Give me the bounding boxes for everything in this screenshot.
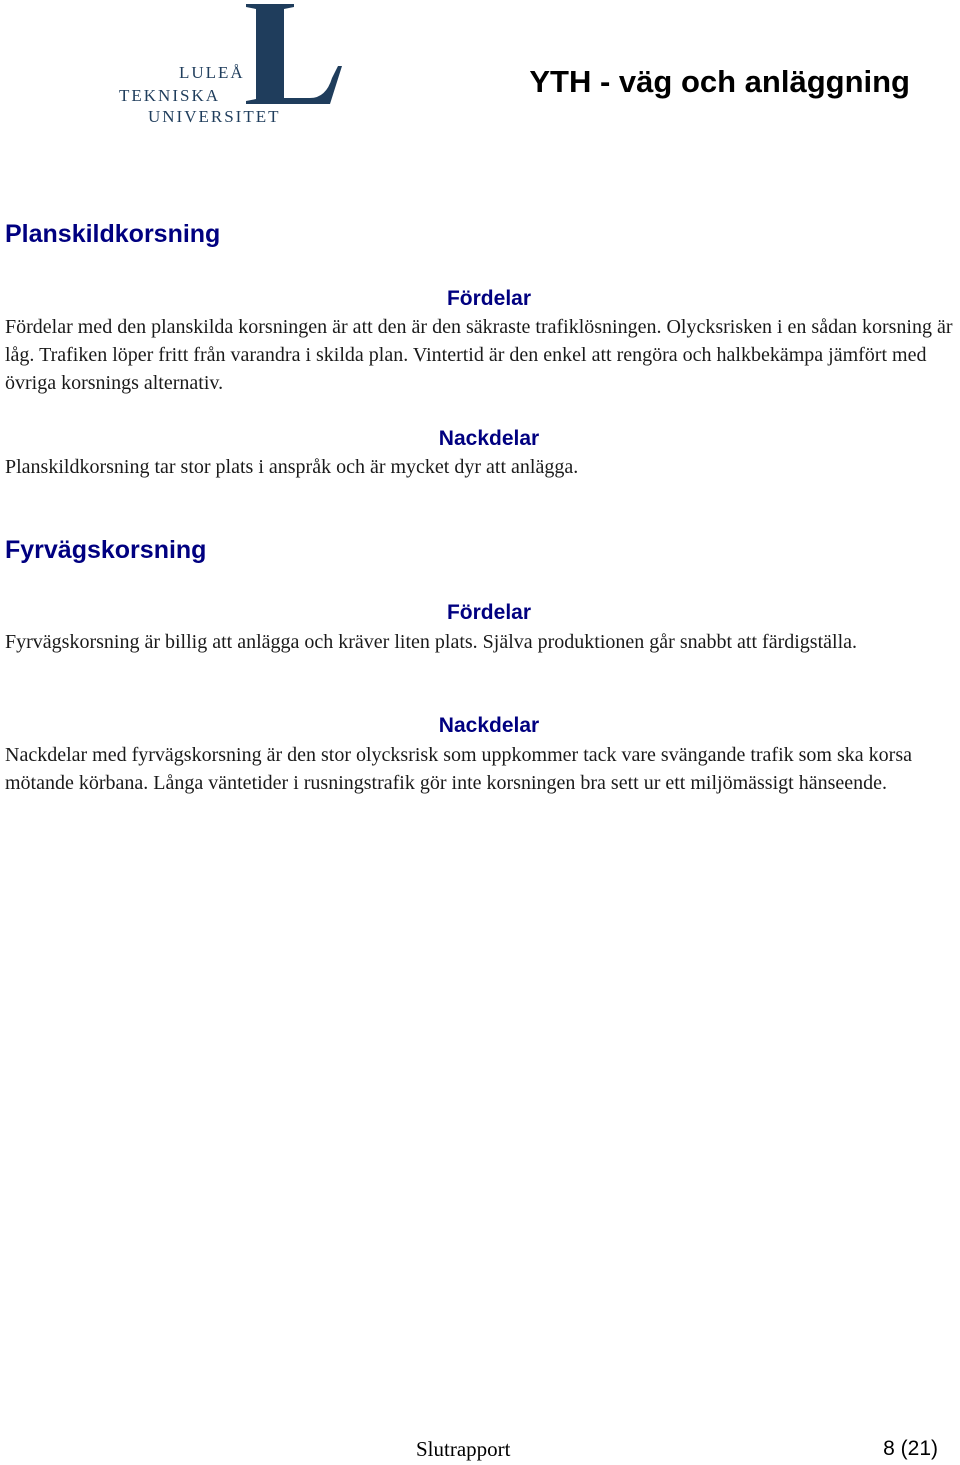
advantages-paragraph: Fyrvägskorsning är billig att anlägga och kräver liten plats. Själva produktionen går snabbt att färdigställa. bbox=[5, 631, 858, 653]
advantages-paragraph: Fördelar med den planskilda korsningen är att den är den säkraste trafiklösningen. Olycksrisken i en sådan korsning är låg. Trafiken löper fritt från varandra i skilda plan. Vintertid är den enkel att rengöra och halkbekämpa jämfört med övriga korsnings alternativ. bbox=[5, 316, 953, 394]
advantages-heading: Fördelar bbox=[446, 287, 532, 310]
advantages-heading: Fördelar bbox=[446, 601, 532, 624]
disadvantages-heading: Nackdelar bbox=[438, 714, 540, 737]
section-heading-planskildkorsning: Planskildkorsning bbox=[5, 220, 221, 248]
disadvantages-paragraph: Planskildkorsning tar stor plats i anspråk och är mycket dyr att anlägga. bbox=[5, 456, 579, 478]
logo-line-2: TEKNISKA bbox=[119, 86, 220, 105]
disadvantages-paragraph: Nackdelar med fyrvägskorsning är den stor olycksrisk som uppkommer tack vare svängande trafik som ska korsa mötande körbana. Långa väntetider i rusningstrafik gör inte korsningen bra sett ur ett miljömässigt hänseende. bbox=[5, 744, 912, 794]
footer-report-label: Slutrapport bbox=[416, 1437, 511, 1461]
disadvantages-heading: Nackdelar bbox=[438, 427, 540, 450]
document-title: YTH - väg och anläggning bbox=[529, 64, 910, 99]
university-logo bbox=[118, 4, 348, 126]
section-heading-fyrvagskorsning: Fyrvägskorsning bbox=[5, 536, 207, 564]
logo-line-1: LULEÅ bbox=[179, 63, 245, 82]
footer-page-number: 8 (21) bbox=[883, 1437, 938, 1460]
logo-line-3: UNIVERSITET bbox=[148, 107, 281, 126]
university-logo-mark bbox=[118, 4, 348, 126]
